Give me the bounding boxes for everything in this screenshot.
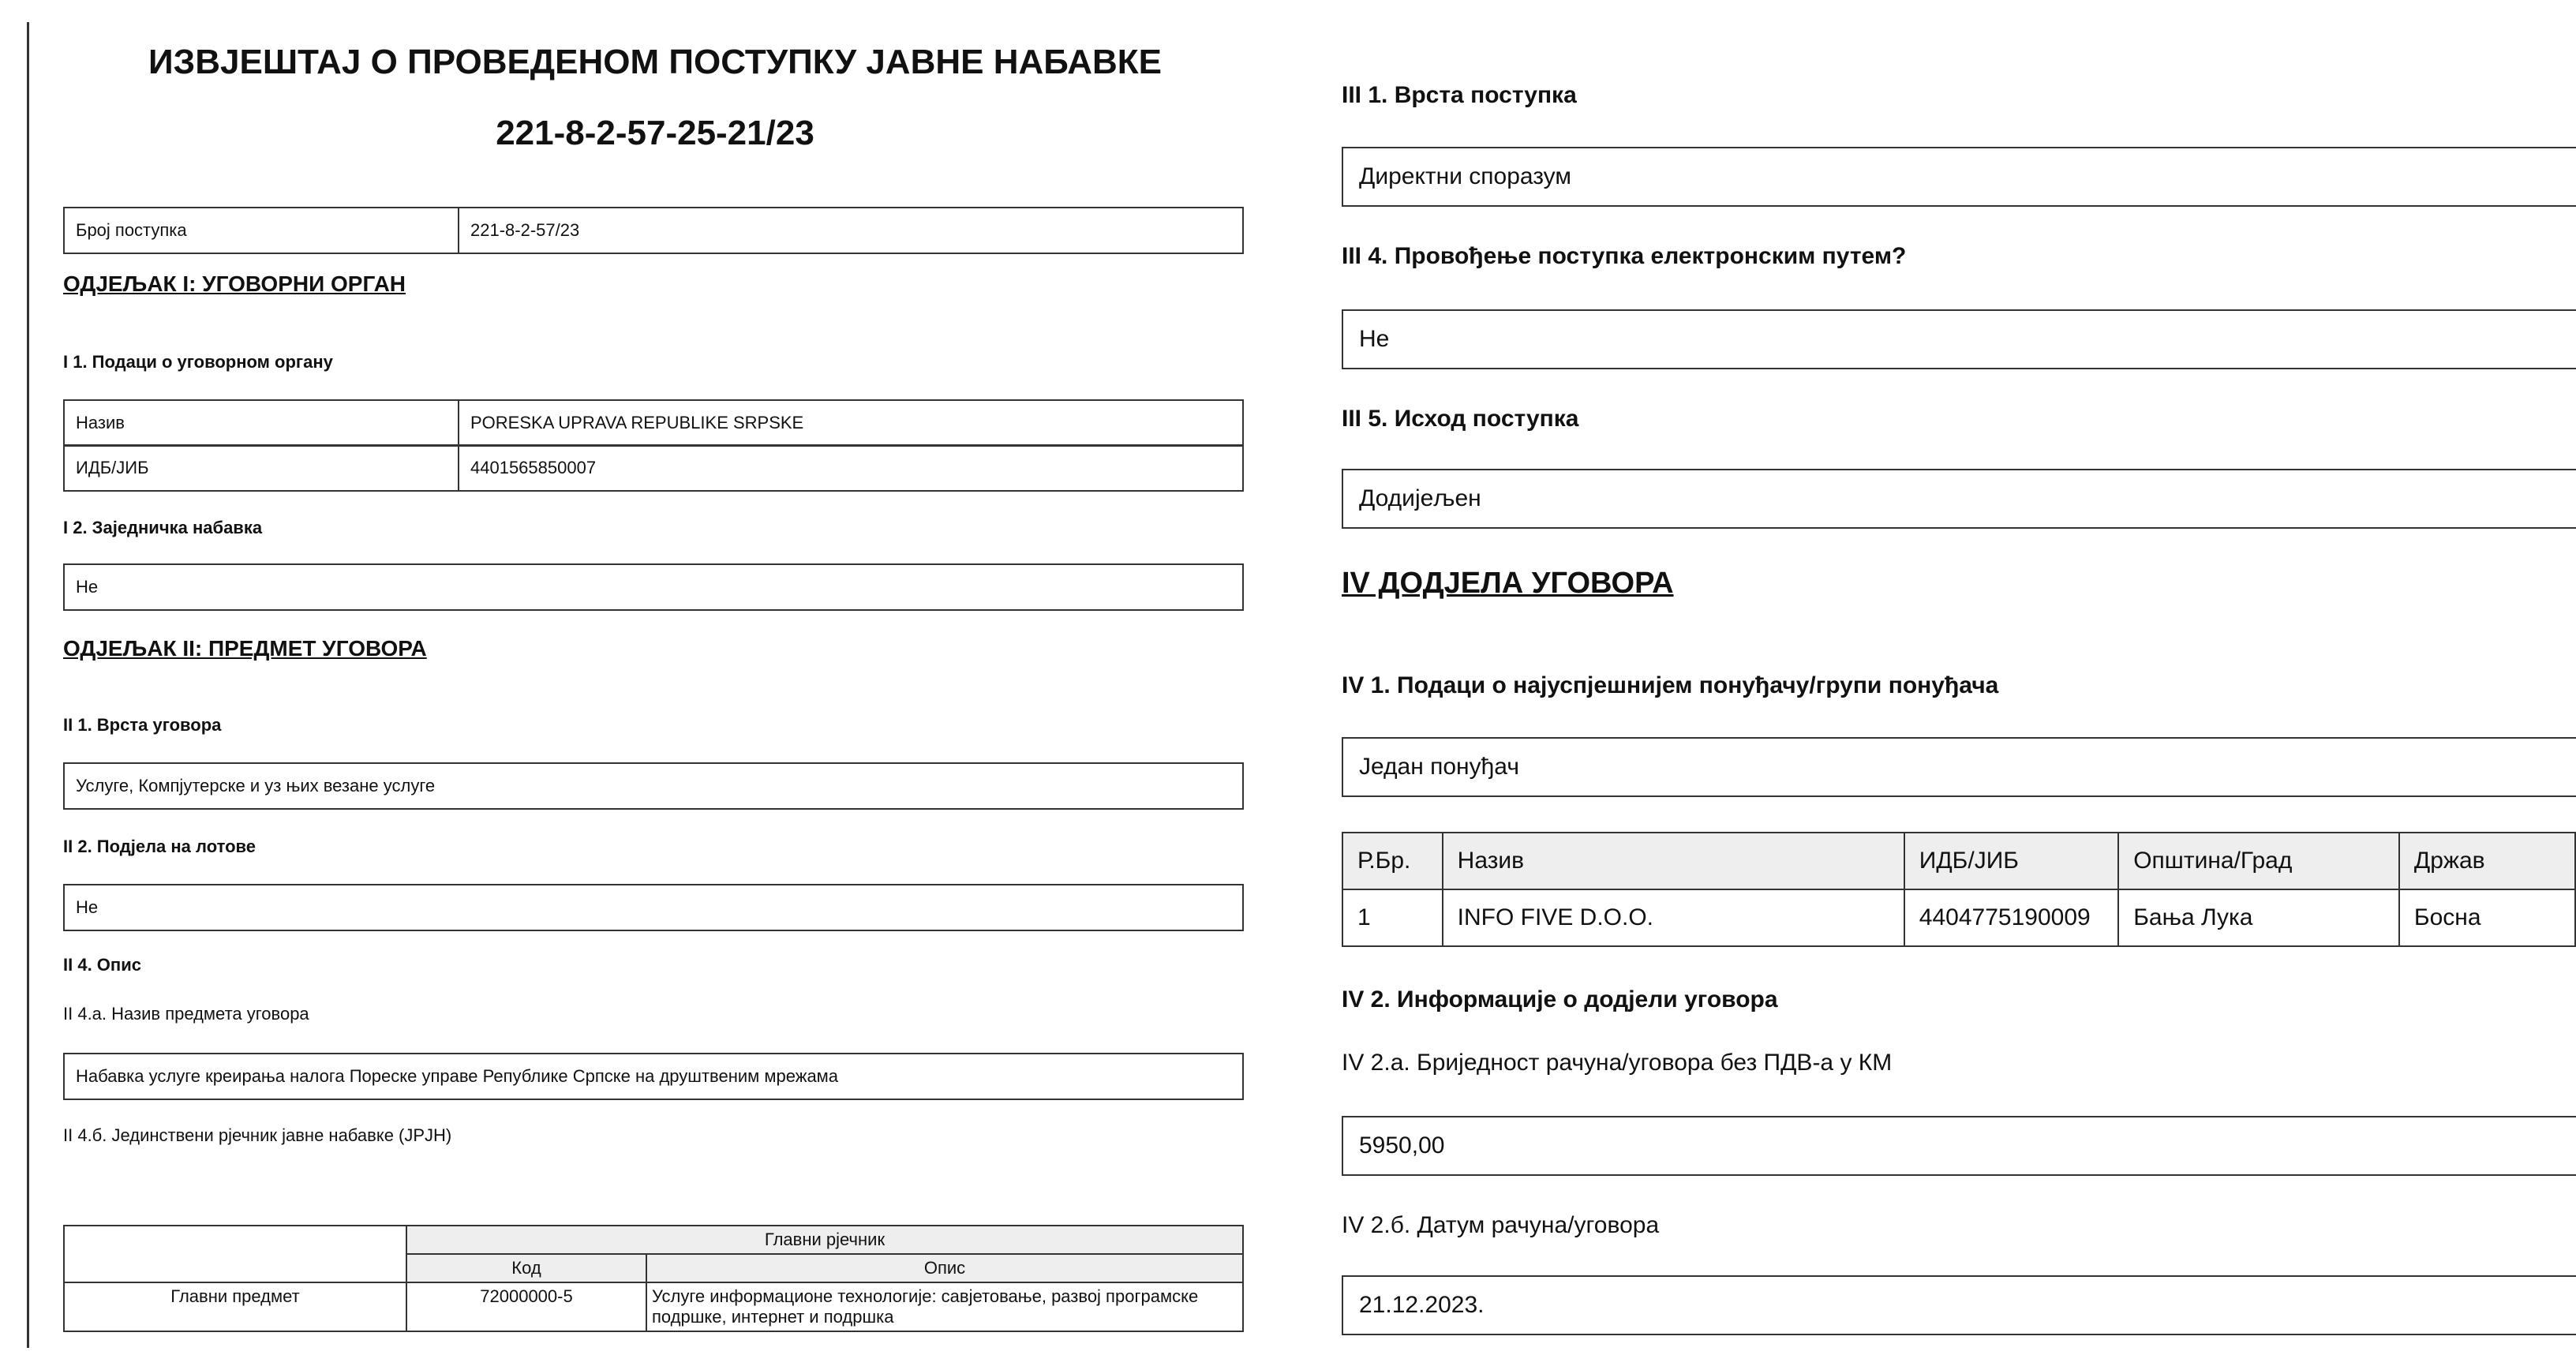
ii2-label: II 2. Подјела на лотове bbox=[63, 837, 256, 856]
iv2a-label: IV 2.a. Бриједност рачуна/уговора без ПДВ-а у КМ bbox=[1342, 1050, 1893, 1076]
authority-name-label: Назив bbox=[65, 401, 459, 445]
iv2-label: IV 2. Информације о додјели уговора bbox=[1342, 986, 1778, 1013]
bidders-col-name: Назив bbox=[1443, 833, 1904, 889]
bidders-col-municipality: Општина/Град bbox=[2118, 833, 2399, 889]
lots-box bbox=[63, 884, 1244, 931]
procedure-number-value: 221-8-2-57/23 bbox=[470, 220, 580, 240]
contract-date-box bbox=[1342, 1275, 2576, 1335]
contract-type-value: Услуге, Компјутерске и уз њих везане услуге bbox=[76, 776, 436, 795]
authority-name-value: PORESKA UPRAVA REPUBLIKE SRPSKE bbox=[470, 413, 804, 432]
electronic-value: Не bbox=[1359, 326, 1390, 352]
section-2-heading: ОДЈЕЉАК II: ПРЕДМЕТ УГОВОРА bbox=[63, 636, 427, 661]
subject-name-value: Набавка услуге креирања налога Пореске управе Републике Српске на друштвеним мрежама bbox=[76, 1066, 839, 1086]
jpjh-desc-value: Услуге информационе технологије: савјетовање, развој програмске подршке, интернет и подршка bbox=[646, 1282, 1243, 1331]
jpjh-code-header: Код bbox=[406, 1254, 646, 1282]
ii1-label: II 1. Врста уговора bbox=[63, 715, 222, 735]
lots-value: Не bbox=[76, 897, 99, 917]
jpjh-table bbox=[63, 1225, 1244, 1332]
bidders-row bbox=[1342, 889, 2575, 946]
authority-id-row bbox=[63, 444, 1244, 492]
ii4-label: II 4. Опис bbox=[63, 955, 141, 975]
bidder-country: Босна bbox=[2399, 889, 2575, 946]
report-number: 221-8-2-57-25-21/23 bbox=[496, 114, 814, 152]
joint-procurement-value: Не bbox=[76, 577, 99, 597]
page-edge-line bbox=[27, 22, 29, 1348]
bidders-col-no: Р.Бр. bbox=[1342, 833, 1443, 889]
jpjh-desc-header: Опис bbox=[646, 1254, 1243, 1282]
bidder-id: 4404775190009 bbox=[1904, 889, 2118, 946]
section-4-heading: IV ДОДЈЕЛА УГОВОРА bbox=[1342, 567, 1674, 600]
contract-type-box bbox=[63, 762, 1244, 810]
contract-date: 21.12.2023. bbox=[1359, 1292, 1485, 1318]
jpjh-group-header: Главни рјечник bbox=[406, 1226, 1243, 1254]
iii1-label: III 1. Врста поступка bbox=[1342, 82, 1577, 108]
bidder-type-box bbox=[1342, 737, 2576, 797]
subject-name-box bbox=[63, 1053, 1244, 1100]
jpjh-row-label: Главни предмет bbox=[64, 1282, 406, 1331]
bidders-col-country: Држав bbox=[2399, 833, 2575, 889]
bidders-header-row bbox=[1342, 833, 2575, 889]
bidders-table bbox=[1342, 832, 2576, 947]
joint-procurement-box bbox=[63, 563, 1244, 611]
authority-id-label: ИДБ/ЈИБ bbox=[65, 446, 459, 490]
procedure-type-box bbox=[1342, 147, 2576, 207]
bidders-col-id: ИДБ/ЈИБ bbox=[1904, 833, 2118, 889]
iii4-label: III 4. Провођење поступка електронским путем? bbox=[1342, 243, 1907, 269]
outcome-box bbox=[1342, 469, 2576, 529]
bidder-municipality: Бања Лука bbox=[2118, 889, 2399, 946]
ii4a-label: II 4.a. Назив предмета уговора bbox=[63, 1004, 309, 1024]
electronic-box bbox=[1342, 309, 2576, 369]
authority-id-value: 4401565850007 bbox=[470, 458, 597, 477]
iii5-label: III 5. Исход поступка bbox=[1342, 406, 1579, 432]
procedure-number-label: Број поступка bbox=[65, 208, 459, 253]
report-title: ИЗВЈЕШТАЈ О ПРОВЕДЕНОМ ПОСТУПКУ ЈАВНЕ НАБАВКЕ bbox=[148, 43, 1162, 81]
contract-value-box bbox=[1342, 1116, 2576, 1176]
procedure-number-row bbox=[63, 207, 1244, 254]
iv1-label: IV 1. Подаци о најуспјешнијем понуђачу/групи понуђача bbox=[1342, 672, 1999, 698]
bidder-name: INFO FIVE D.O.O. bbox=[1443, 889, 1904, 946]
contract-value: 5950,00 bbox=[1359, 1132, 1445, 1159]
authority-name-row bbox=[63, 399, 1244, 447]
bidder-type-value: Један понуђач bbox=[1359, 754, 1519, 780]
ii4b-label: II 4.б. Јединствени рјечник јавне набавке (JPJH) bbox=[63, 1125, 452, 1145]
outcome-value: Додијељен bbox=[1359, 485, 1481, 511]
jpjh-empty-corner bbox=[64, 1226, 406, 1282]
iv2b-label: IV 2.б. Датум рачуна/уговора bbox=[1342, 1212, 1660, 1238]
i1-label: I 1. Подаци о уговорном органу bbox=[63, 352, 333, 372]
section-1-heading: ОДЈЕЉАК I: УГОВОРНИ ОРГАН bbox=[63, 271, 406, 296]
i2-label: I 2. Заједничка набавка bbox=[63, 518, 263, 537]
bidder-no: 1 bbox=[1342, 889, 1443, 946]
procedure-type-value: Директни споразум bbox=[1359, 163, 1571, 189]
jpjh-code-value: 72000000-5 bbox=[406, 1282, 646, 1331]
